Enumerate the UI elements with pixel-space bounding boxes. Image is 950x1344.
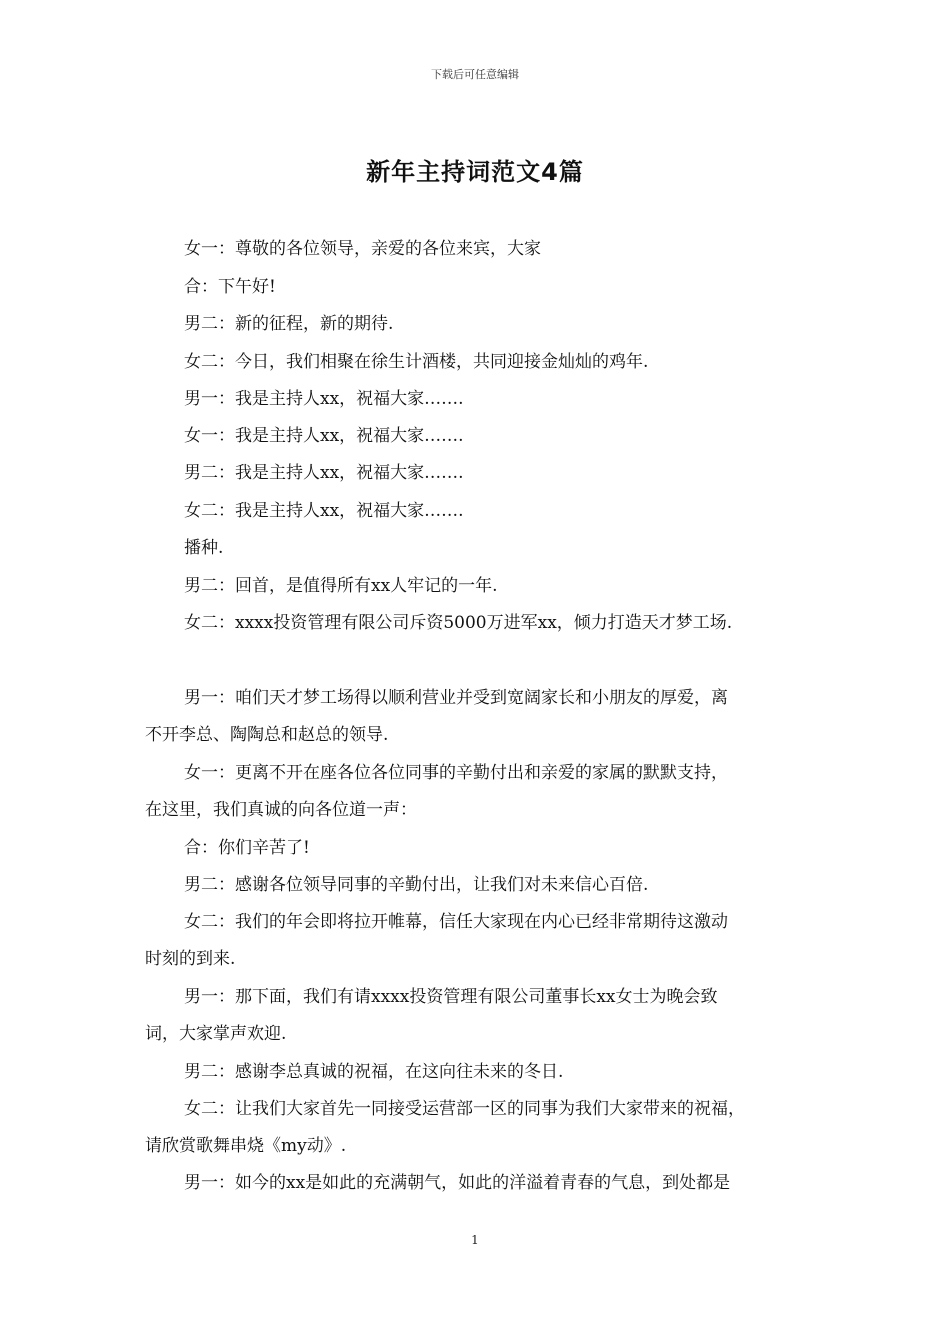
text-line: 请欣赏歌舞串烧《my动》. xyxy=(145,1136,347,1156)
text-line: 播种. xyxy=(184,538,224,558)
text-line: 女二：让我们大家首先一同接受运营部一区的同事为我们大家带来的祝福， xyxy=(184,1099,745,1119)
text-line: 不开李总、陶陶总和赵总的领导. xyxy=(145,725,389,745)
text-line: 合：下午好! xyxy=(184,277,276,297)
text-line: 女二：我是主持人xx，祝福大家……. xyxy=(184,501,464,521)
text-line: 在这里，我们真诚的向各位道一声： xyxy=(145,800,417,820)
text-line: 女一：尊敬的各位领导，亲爱的各位来宾，大家 xyxy=(184,239,541,259)
text-line: 男一：我是主持人xx，祝福大家……. xyxy=(184,389,464,409)
page-header-note: 下载后可任意编辑 xyxy=(431,68,519,81)
text-line: 男二：我是主持人xx，祝福大家……. xyxy=(184,463,464,483)
text-line: 词，大家掌声欢迎. xyxy=(145,1024,287,1044)
text-line: 男一：那下面，我们有请xxxx投资管理有限公司董事长xx女士为晚会致 xyxy=(184,987,718,1007)
text-line: 男二：感谢李总真诚的祝福，在这向往未来的冬日. xyxy=(184,1062,564,1082)
text-line: 女一：更离不开在座各位各位同事的辛勤付出和亲爱的家属的默默支持， xyxy=(184,763,728,783)
text-line: 女二：我们的年会即将拉开帷幕，信任大家现在内心已经非常期待这激动 xyxy=(184,912,728,932)
text-line: 女二：今日，我们相聚在徐生计酒楼，共同迎接金灿灿的鸡年. xyxy=(184,352,649,372)
page-number: 1 xyxy=(471,1233,479,1247)
text-line: 男一：如今的xx是如此的充满朝气，如此的洋溢着青春的气息，到处都是 xyxy=(184,1173,731,1193)
document-title: 新年主持词范文4篇 xyxy=(366,158,584,186)
text-line: 男一：咱们天才梦工场得以顺利营业并受到宽阔家长和小朋友的厚爱，离 xyxy=(184,688,728,708)
text-line: 男二：新的征程，新的期待. xyxy=(184,314,394,334)
text-line: 男二：回首，是值得所有xx人牢记的一年. xyxy=(184,576,498,596)
text-line: 合：你们辛苦了! xyxy=(184,838,310,858)
text-line: 女二：xxxx投资管理有限公司斥资5000万进军xx，倾力打造天才梦工场. xyxy=(184,613,733,633)
text-line: 时刻的到来. xyxy=(145,949,236,969)
text-line: 女一：我是主持人xx，祝福大家……. xyxy=(184,426,464,446)
text-line: 男二：感谢各位领导同事的辛勤付出，让我们对未来信心百倍. xyxy=(184,875,649,895)
